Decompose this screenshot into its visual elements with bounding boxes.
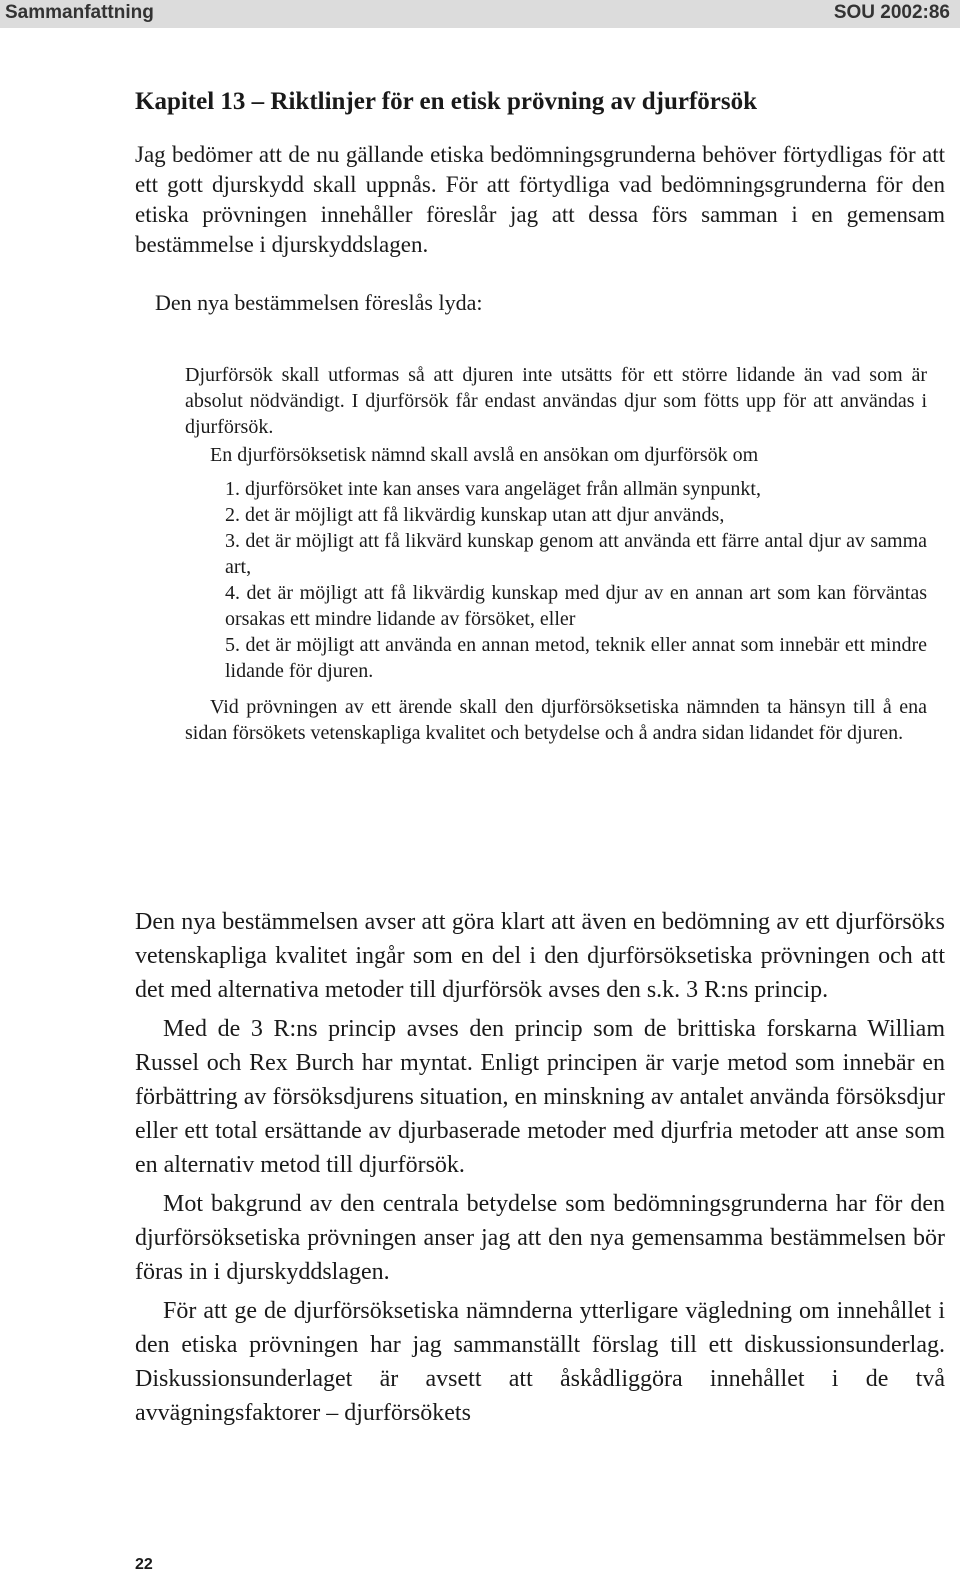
list-item: 1. djurförsöket inte kan anses vara angeläget från allmän synpunkt, <box>225 478 761 500</box>
header-document-id: SOU 2002:86 <box>833 2 950 23</box>
body-paragraph: Mot bakgrund av den centrala betydelse som bedömningsgrunderna har för den djurförsöksetiska prövningen anser jag att den nya gemensamma bestämmelsen bör föras in i djurskyddslagen. <box>135 1191 945 1285</box>
body-paragraph: Den nya bestämmelsen avser att göra klart att även en bedömning av ett djurförsöks vetenskapliga kvalitet ingår som en del i den djurförsöksetiska prövningen och att det med alternativa metoder till djurförsök avses den s.k. 3 R:ns princip. <box>135 909 945 1003</box>
chapter-title: Kapitel 13 – Riktlinjer för en etisk prövning av djurförsök <box>135 88 758 115</box>
list-item: 4. det är möjligt att få likvärdig kunskap med djur av en annan art som kan förväntas orsakas ett mindre lidande av försöket, eller <box>225 582 927 630</box>
provision-paragraph-1: Djurförsök skall utformas så att djuren inte utsätts för ett större lidande än vad som är absolut nödvändigt. I djurförsök får endast användas djur som fötts upp för att användas i djurförsök. <box>185 364 927 438</box>
intro-paragraph: Jag bedömer att de nu gällande etiska bedömningsgrunderna behöver förtydligas för att ett gott djurskydd skall uppnås. För att förtydliga vad bedömningsgrunderna för den etiska prövningen innehåller föreslår jag att dessa förs samman i en gemensam bestämmelse i djurskyddslagen. <box>135 142 945 257</box>
main-text <box>135 905 945 1435</box>
proposal-lead: Den nya bestämmelsen föreslås lyda: <box>155 290 483 315</box>
proposed-provision <box>185 362 927 746</box>
header-section-title: Sammanfattning <box>5 2 154 23</box>
list-item: 5. det är möjligt att använda en annan metod, teknik eller annat som innebär ett mindre lidande för djuren. <box>225 634 927 682</box>
provision-paragraph-3: Vid prövningen av ett ärende skall den djurförsöksetiska nämnden ta hänsyn till å ena sidan försökets vetenskapliga kvalitet och betydelse och å andra sidan lidandet för djuren. <box>185 696 927 744</box>
provision-list <box>185 476 927 684</box>
list-item: 3. det är möjligt att få likvärd kunskap genom att använda ett färre antal djur av samma art, <box>225 530 927 578</box>
provision-paragraph-2: En djurförsöksetisk nämnd skall avslå en ansökan om djurförsök om <box>210 444 759 466</box>
body-paragraph: Med de 3 R:ns princip avses den princip som de brittiska forskarna William Russel och Rex Burch har myntat. Enligt principen är varje metod som innebär en förbättring av försöksdjurens situation, en minskning av antalet använda försöksdjur eller ett total ersättande av djurbaserade metoder med djurfria metoder att anse som en alternativ metod till djurförsök. <box>135 1016 945 1178</box>
page-number: 22 <box>135 1556 153 1573</box>
body-paragraph: För att ge de djurförsöksetiska nämnderna ytterligare vägledning om innehållet i den etiska prövningen har jag sammanställt förslag till ett diskussionsunderlag. Diskussionsunderlaget är avsett att åskådliggöra innehållet i de två avvägningsfaktorer – djurförsökets <box>135 1298 945 1426</box>
running-header <box>0 0 960 28</box>
intro-section <box>135 140 945 260</box>
list-item: 2. det är möjligt att få likvärdig kunskap utan att djur används, <box>225 504 725 526</box>
